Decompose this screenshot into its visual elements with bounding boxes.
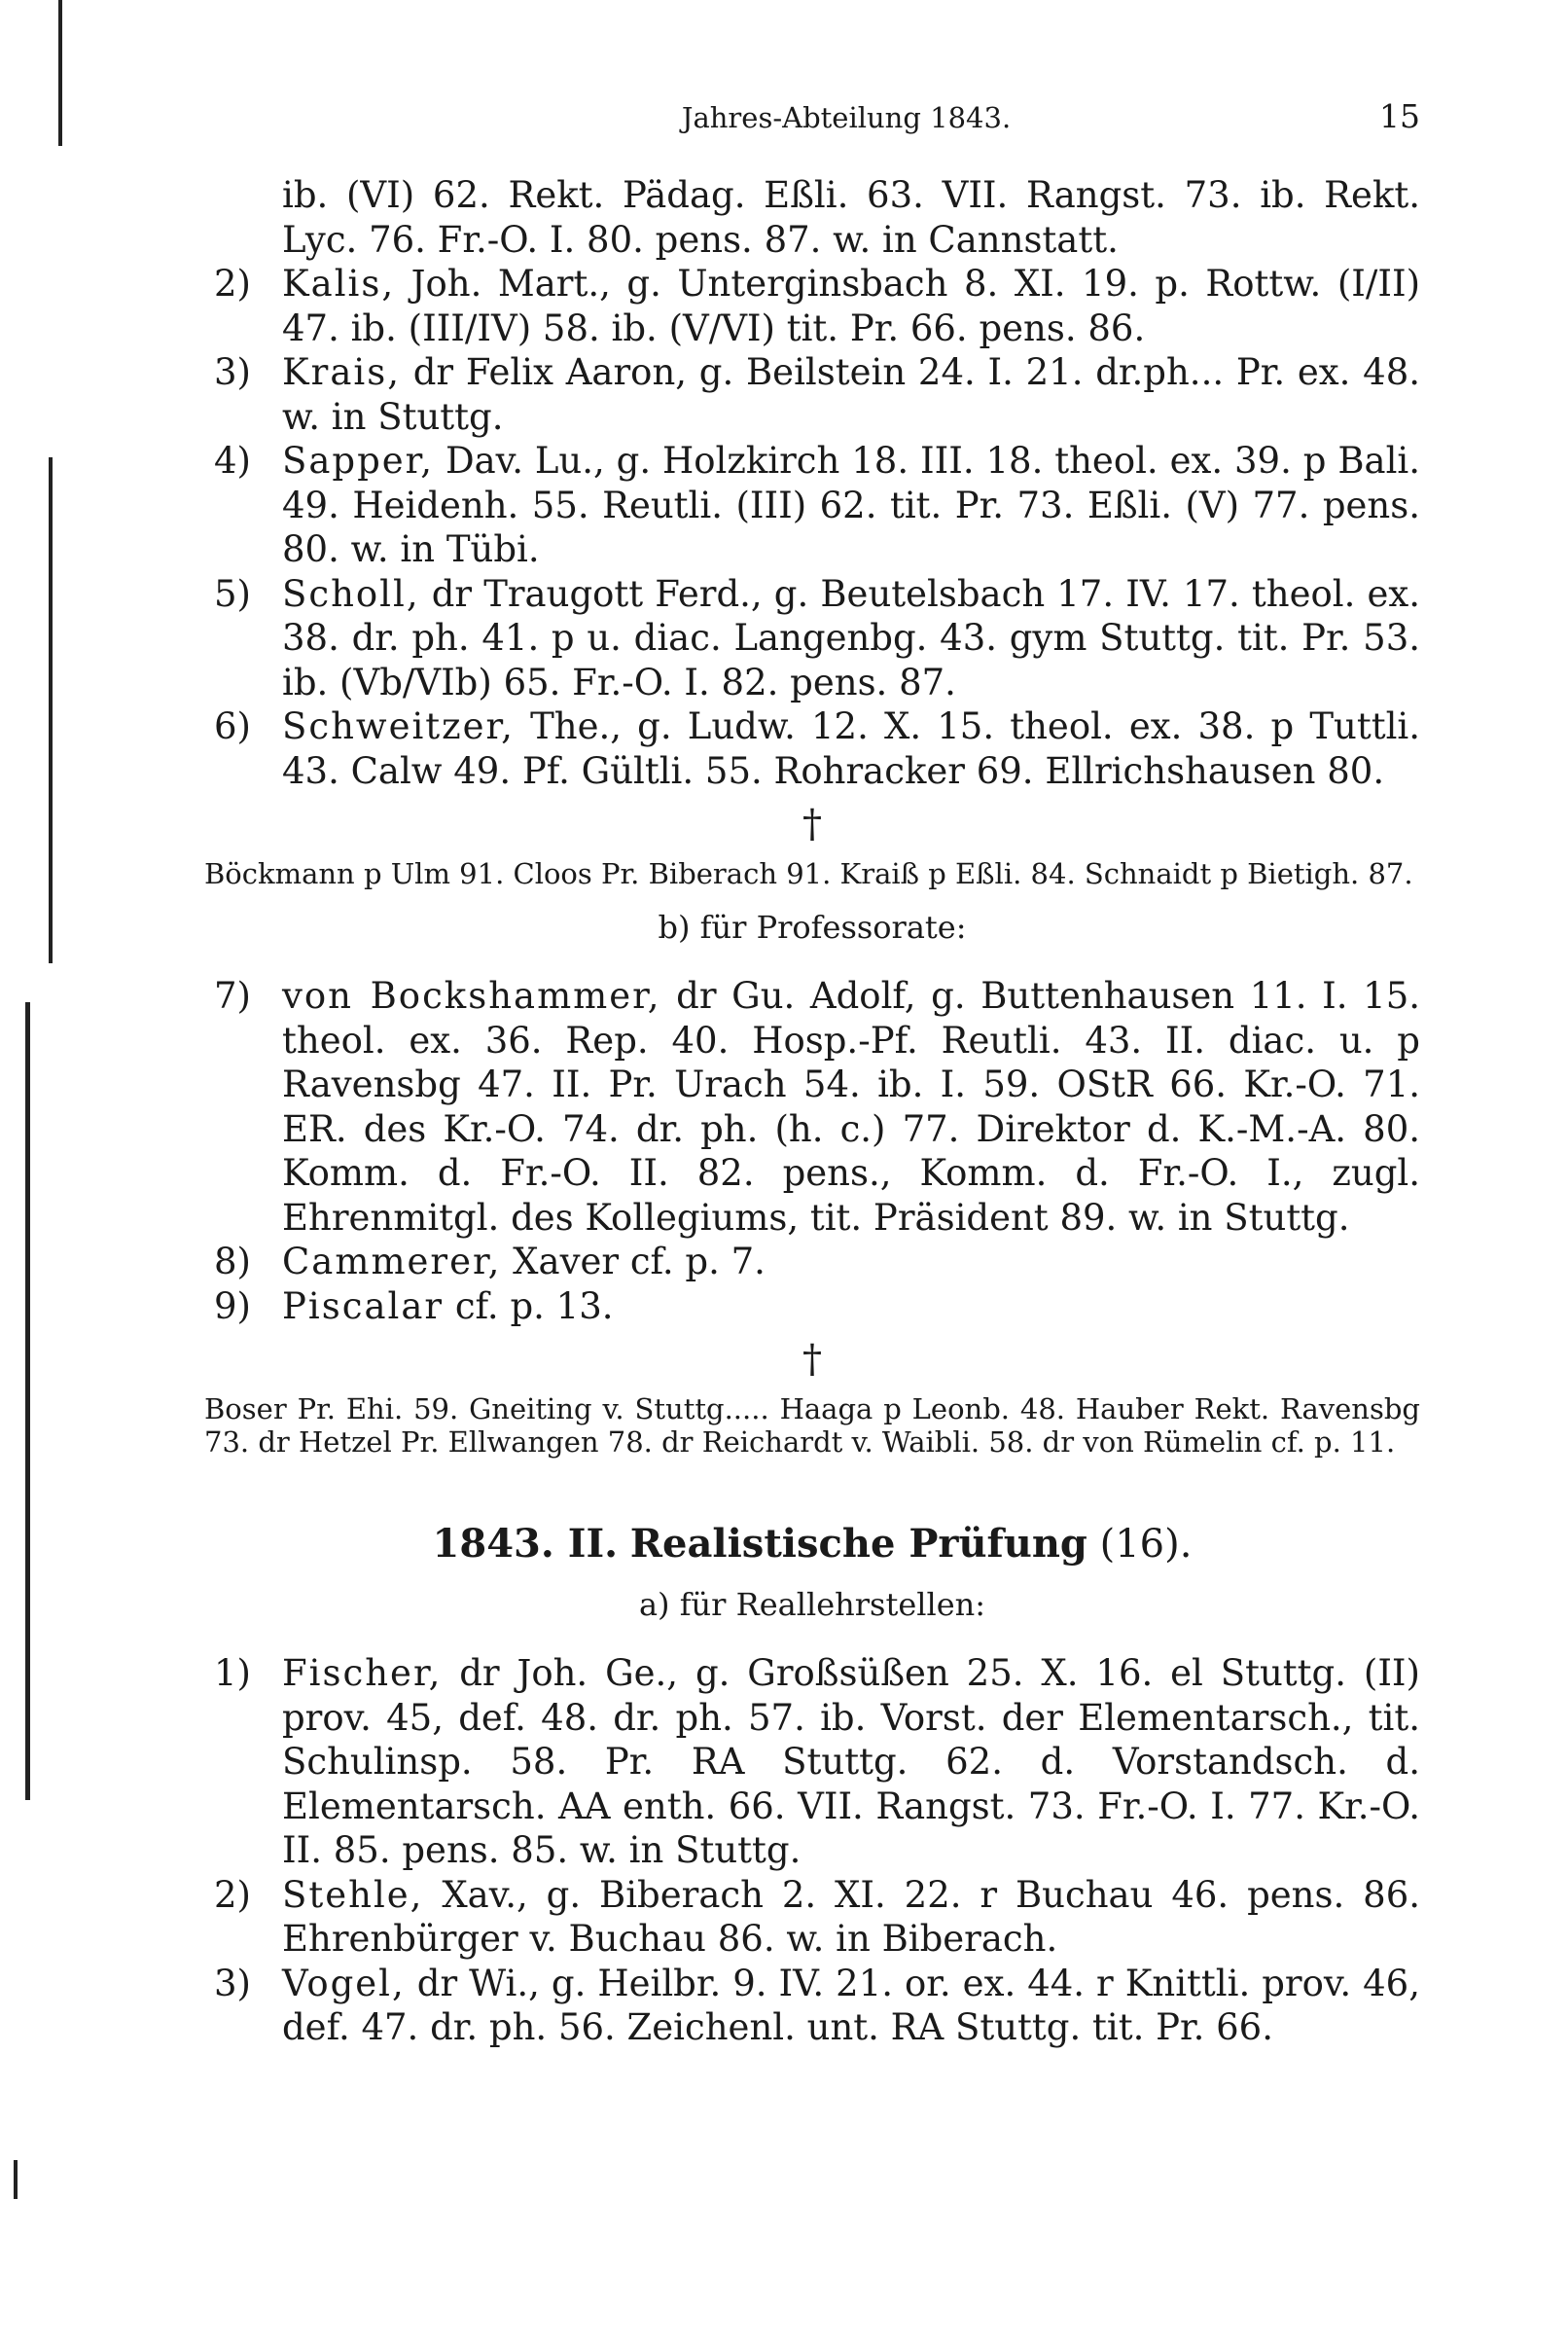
list-item bbox=[204, 350, 1420, 439]
subheading: a) für Reallehrstellen: bbox=[638, 1586, 986, 1623]
list-item bbox=[204, 262, 1420, 350]
entry-name: Schweitzer, bbox=[282, 705, 515, 747]
page-number: 15 bbox=[1379, 97, 1420, 135]
list-item bbox=[204, 1962, 1420, 2050]
list-item bbox=[204, 572, 1420, 705]
page-content bbox=[204, 173, 1420, 2050]
entry-name: von Bockshammer, bbox=[282, 975, 661, 1017]
list-item bbox=[204, 1651, 1420, 1873]
section-year: 1843. II. bbox=[432, 1521, 619, 1567]
margin-mark bbox=[25, 1002, 30, 1800]
entry-text: ib. (VI) 62. Rekt. Pädag. Eßli. 63. VII. Rangst. 73. ib. Rekt. Lyc. 76. Fr.-O. I. 80. pens. 87. w. in Cannstatt. bbox=[282, 174, 1420, 261]
entry-number: 2) bbox=[214, 263, 251, 305]
entry-number: 1) bbox=[214, 1652, 251, 1694]
entry-text: The., g. Ludw. 12. X. 15. theol. ex. 38. p Tuttli. 43. Calw 49. Pf. Gültli. 55. Rohracker 69. Ellrichshausen 80. bbox=[282, 705, 1420, 792]
entry-number: 6) bbox=[214, 705, 251, 747]
list-item bbox=[204, 1240, 1420, 1284]
entry-text: dr Joh. Ge., g. Großsüßen 25. X. 16. el Stuttg. (II) prov. 45, def. 48. dr. ph. 57. ib. Vorst. der Elementarsch., tit. Schulinsp. 58. Pr. RA Stuttg. 62. d. Vorstandsch. d. Elementarsch. AA enth. 66. VII. Rangst. 73. Fr.-O. I. 77. Kr.-O. II. 85. pens. 85. w. in Stuttg. bbox=[282, 1652, 1420, 1871]
section-count: (16). bbox=[1099, 1522, 1193, 1567]
entry-name: Sapper, bbox=[282, 440, 435, 482]
entry-number: 3) bbox=[214, 1962, 251, 2004]
entry-name: Stehle, bbox=[282, 1873, 424, 1916]
entry-text: cf. p. 13. bbox=[444, 1284, 614, 1327]
entry-continuation bbox=[204, 173, 1420, 262]
entry-text: dr Traugott Ferd., g. Beutelsbach 17. IV. 17. theol. ex. 38. dr. ph. 41. p u. diac. Langenbg. 43. gym Stuttg. tit. Pr. 53. ib. (Vb/VIb) 65. Fr.-O. I. 82. pens. 87. bbox=[282, 572, 1420, 703]
list-item bbox=[204, 704, 1420, 793]
margin-mark bbox=[14, 2160, 18, 2199]
entry-number: 9) bbox=[214, 1284, 251, 1327]
deceased-cross: † bbox=[802, 802, 822, 847]
margin-mark bbox=[58, 0, 62, 146]
entry-text: Xav., g. Biberach 2. XI. 22. r Buchau 46. pens. 86. Ehrenbürger v. Buchau 86. w. in Biberach. bbox=[282, 1873, 1420, 1960]
entry-number: 2) bbox=[214, 1873, 251, 1916]
entry-name: Cammerer, bbox=[282, 1241, 502, 1282]
margin-mark bbox=[49, 457, 53, 963]
deceased-list: Boser Pr. Ehi. 59. Gneiting v. Stuttg..... Haaga p Leonb. 48. Hauber Rekt. Ravensbg 73. dr Hetzel Pr. Ellwangen 78. dr Reichardt v. Waibli. 58. dr von Rümelin cf. p. 11. bbox=[204, 1392, 1420, 1459]
running-title: Jahres-Abteilung 1843. bbox=[681, 101, 1012, 134]
entry-name: Krais, bbox=[282, 351, 401, 393]
entry-name: Kalis, bbox=[282, 263, 396, 305]
list-item bbox=[204, 1284, 1420, 1329]
entry-text: Joh. Mart., g. Unterginsbach 8. XI. 19. p. Rottw. (I/II) 47. ib. (III/IV) 58. ib. (V/VI) tit. Pr. 66. pens. 86. bbox=[282, 263, 1420, 349]
entry-name: Scholl, bbox=[282, 572, 420, 615]
entry-text: dr Wi., g. Heilbr. 9. IV. 21. or. ex. 44. r Knittli. prov. 46, def. 47. dr. ph. 56. Zeichenl. unt. RA Stuttg. tit. Pr. 66. bbox=[282, 1962, 1420, 2048]
list-item bbox=[204, 1873, 1420, 1962]
entry-number: 5) bbox=[214, 572, 251, 615]
entry-text: dr Gu. Adolf, g. Buttenhausen 11. I. 15. theol. ex. 36. Rep. 40. Hosp.-Pf. Reutli. 43. II. diac. u. p Ravensbg 47. II. Pr. Urach 54. ib. I. 59. OStR 66. Kr.-O. 71. ER. des Kr.-O. 74. dr. ph. (h. c.) 77. Direktor d. K.-M.-A. 80. Komm. d. Fr.-O. II. 82. pens., Komm. d. Fr.-O. I., zugl. Ehrenmitgl. des Kollegiums, tit. Präsident 89. w. in Stuttg. bbox=[282, 975, 1420, 1239]
entry-text: Xaver cf. p. 7. bbox=[501, 1241, 766, 1282]
list-item bbox=[204, 439, 1420, 572]
section-name: Realistische Prüfung bbox=[629, 1521, 1087, 1567]
deceased-cross: † bbox=[802, 1337, 822, 1382]
entry-name: Vogel, bbox=[282, 1962, 406, 2004]
deceased-list: Böckmann p Ulm 91. Cloos Pr. Biberach 91. Kraiß p Eßli. 84. Schnaidt p Bietigh. 87. bbox=[204, 857, 1413, 890]
entry-name: Fischer, bbox=[282, 1652, 443, 1694]
entry-number: 4) bbox=[214, 440, 251, 482]
list-item bbox=[204, 974, 1420, 1240]
entry-number: 3) bbox=[214, 351, 251, 393]
page-header bbox=[272, 97, 1420, 140]
entry-number: 7) bbox=[214, 975, 251, 1017]
entry-text: dr Felix Aaron, g. Beilstein 24. I. 21. dr.ph... Pr. ex. 48. w. in Stuttg. bbox=[282, 351, 1420, 438]
section-title bbox=[204, 1517, 1420, 1571]
entry-text: Dav. Lu., g. Holzkirch 18. III. 18. theol. ex. 39. p Bali. 49. Heidenh. 55. Reutli. (III) 62. tit. Pr. 73. Eßli. (V) 77. pens. 80. w. in Tübi. bbox=[282, 440, 1420, 570]
subheading: b) für Professorate: bbox=[658, 909, 967, 946]
entry-number: 8) bbox=[214, 1241, 251, 1282]
entry-name: Piscalar bbox=[282, 1284, 445, 1327]
